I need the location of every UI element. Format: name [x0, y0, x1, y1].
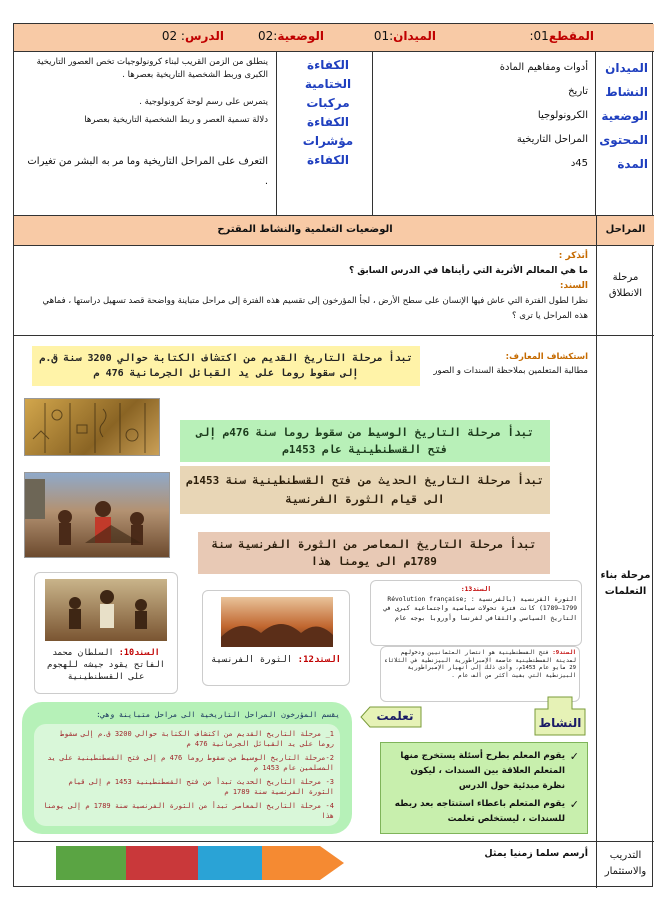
- doc9-text: فتح القسطنطينية هو انتصار العثمانيين ودخولهم لمدينة القسطنطينية عاصمة الإمبراطورية البيزنطية في الثلاثاء 29 مايو عام 1453م، وأدى ذلك إلى انهيار الإمبراطورية البيزنطية التي بقيت أكثر من ألف عام .: [384, 650, 576, 679]
- phase-header-title: الوضعيات التعلمية والنشاط المقترح: [217, 224, 393, 235]
- doc13-text: الثورة الفرنسية (بالفرنسية : Révolution française; 1789–1799) كانت فترة تحولات سياسية واجتماعية كبرى في التاريخ السياسي والثقافي لفرنسا وأوروبا بوجه عام: [383, 595, 577, 622]
- summary-item: 1_ مرحلة التاريخ القديم من اكتشاف الكتابة حوالي 3200 ق.م إلى سقوط روما على يد القبائل الجرمانية 476 م: [60, 730, 334, 748]
- summary-list: [34, 724, 340, 826]
- timeline-segment-contemporary: [262, 846, 346, 880]
- info-value-field: أدوات ومفاهيم المادة: [499, 62, 588, 73]
- info-label-situation: الوضعية: [601, 109, 648, 123]
- comp-label-comp-2: الكفاءة: [307, 115, 349, 129]
- competence-final-text: ينطلق من الزمن القريب لبناء كرونولوجيات تخص العصور التاريخية الكبرى وربط الشخصية التاريخية بعصرها .: [36, 57, 268, 80]
- competence-labels: [288, 56, 368, 170]
- sultan-image: [45, 579, 167, 641]
- info-label-content: المحتوى: [599, 133, 648, 147]
- activity-tag: [534, 696, 586, 736]
- launch-content: [28, 249, 588, 324]
- comp-label-ind-1: مؤشرات: [302, 134, 354, 148]
- doc10-label: السند10:: [118, 648, 160, 658]
- lesson-label: الدرس: [184, 29, 224, 43]
- period-medieval-box: تبدأ مرحلة التاريخ الوسيط من سقوط روما سنة 476م إلى فتح القسطنطينية عام 1453م: [180, 420, 550, 462]
- info-value-situation: الكرونولوجيا: [537, 110, 588, 121]
- info-value-content: المراحل التاريخية: [516, 134, 588, 145]
- launch-side: [596, 246, 654, 336]
- timeline-segment-modern: [198, 846, 262, 880]
- info-label-activity: النشاط: [605, 85, 648, 99]
- teacher-box: [380, 742, 588, 834]
- practice-side-2: والاستثمار: [604, 866, 647, 877]
- segment-cell: [529, 29, 594, 43]
- build-side-1: مرحلة بناء: [600, 570, 651, 581]
- period-modern-box: تبدأ مرحلة التاريخ الحديث من فتح القسطنطينية سنة 1453م الى قيام الثورة الفرنسية: [180, 466, 550, 514]
- launch-row: [14, 246, 654, 336]
- hieroglyph-image: [24, 398, 160, 456]
- lesson-value: : 02: [161, 29, 185, 43]
- segment-label: المقطع: [548, 29, 594, 43]
- summary-item: 3- مرحلة التاريخ الحديث تبدأ من فتح القسطنطينية 1453 م إلى قيام الثورة الفرنسية سنة 1789 م: [68, 778, 334, 796]
- segment-value: 01:: [529, 29, 549, 43]
- info-section: [14, 52, 654, 216]
- situation-value: :02: [257, 29, 278, 43]
- doc10-caption: [41, 647, 171, 683]
- learned-tag: [360, 706, 422, 728]
- doc13-label: السند13:: [460, 586, 492, 593]
- battle-image: [24, 472, 170, 558]
- doc10-text: السلطان محمد الفاتح يقود جيشه للهجوم على القسطنطينية: [47, 648, 165, 682]
- info-value-activity: تاريخ: [568, 86, 588, 97]
- summary-box: [22, 702, 352, 834]
- practice-row: [14, 842, 654, 888]
- launch-side-1: مرحلة: [612, 272, 639, 283]
- teacher-point: ✓ يقوم المتعلم باعطاء استنتاجه بعد ربطه للسندات ، ليستخلص تعلمت: [389, 797, 579, 827]
- timeline-bar: [56, 846, 346, 880]
- period-ancient-box: تبدأ مرحلة التاريخ القديم من اكتشاف الكتابة حوالي 3200 سنة ق.م إلى سقوط روما على يد القبائل الجرمانية 476 م: [32, 346, 420, 386]
- timeline-segment-ancient: [56, 846, 126, 880]
- info-values: [378, 56, 588, 176]
- info-label-field: الميدان: [605, 61, 648, 75]
- activity-tag-label: النشاط: [538, 716, 582, 730]
- doc9-box: [380, 646, 580, 702]
- doc12-label: السند12:: [297, 655, 342, 665]
- explore-label: استكشاف المعارف:: [505, 352, 588, 362]
- build-side: [596, 336, 654, 842]
- comp-label-ind-2: الكفاءة: [307, 153, 349, 167]
- revolution-image: [221, 597, 333, 647]
- summary-intro: يقسم المؤرخون المراحل التاريخية الى مراحل متباينة وهي:: [96, 710, 340, 719]
- build-side-2: التعلمات: [604, 586, 647, 597]
- doc12-text: الثورة الفرنسية: [210, 655, 293, 665]
- summary-item: 2-مرحلة التاريخ الوسيط من سقوط روما 476 م إلى فتح القسطنطينية على يد المسلمين عام 1453 م: [47, 754, 334, 772]
- header-bar: [14, 24, 654, 52]
- situation-label: الوضعية: [277, 29, 324, 43]
- field-cell: [374, 29, 436, 43]
- phase-header-side: المراحل: [596, 216, 654, 246]
- doc9-label: السند9:: [552, 650, 576, 656]
- info-value-duration: 45د: [570, 158, 588, 169]
- doc12-box: [202, 590, 350, 686]
- situation-cell: [258, 29, 324, 43]
- problem-label: السند:: [559, 281, 588, 291]
- comp-label-comp-1: مركبات: [306, 96, 350, 110]
- lesson-cell: [162, 29, 224, 43]
- competence-comp-b: دلالة تسمية العصر و ربط الشخصية التاريخية بعصرها: [84, 115, 268, 125]
- explore-text: مطالبة المتعلمين بملاحظة السندات و الصور: [433, 366, 588, 376]
- period-contemporary-box: تبدأ مرحلة التاريخ المعاصر من الثورة الفرنسية سنة 1789م الى يومنا هذا: [198, 532, 550, 574]
- info-label-duration: المدة: [617, 157, 648, 171]
- launch-side-2: الانطلاق: [608, 288, 643, 299]
- doc13-box: [370, 580, 582, 646]
- practice-side: [596, 842, 654, 888]
- practice-side-1: التدريب: [609, 850, 642, 861]
- problem-text: نظرا لطول الفترة التي عاش فيها الإنسان على سطح الأرض ، لجأ المؤرخون إلى تقسيم هذه الفترة إلى مراحل متباينة وواضحة قصد تسهيل دراستها ، فماهي هذه المراحل يا ترى ؟: [42, 296, 588, 321]
- practice-prompt: أرسم سلما زمنيا يمثل: [484, 848, 588, 859]
- phase-header: [14, 216, 654, 246]
- info-labels: [596, 56, 648, 176]
- explore-block: [418, 350, 588, 378]
- competence-comp-a: يتمرس على رسم لوحة كرونولوجية .: [139, 97, 268, 107]
- comp-label-final-1: الكفاءة: [307, 58, 349, 72]
- lesson-sheet: [13, 23, 653, 887]
- teacher-point: ✓ يقوم المعلم بطرح أسئلة يستخرج منها المتعلم العلاقة بين السندات ، ليكون نظرة مبدئية حول الدرس: [389, 749, 579, 794]
- comp-label-final-2: الختامية: [304, 77, 352, 91]
- competence-indicator: التعرف على المراحل التاريخية وما مر به البشر من تغيرات .: [27, 156, 268, 187]
- field-label: الميدان: [393, 29, 436, 43]
- remember-label: أتذكر :: [558, 251, 588, 261]
- field-value: :01: [373, 29, 394, 43]
- learned-tag-label: تعلمت: [376, 709, 414, 723]
- doc12-caption: [207, 655, 345, 665]
- summary-item: 4- مرحلة التاريخ المعاصر تبدأ من الثورة الفرنسية سنة 1789 م إلى يومنا هذا: [43, 802, 334, 820]
- timeline-segment-medieval: [126, 846, 198, 880]
- launch-question: ما هي المعالم الأثرية التي رأيناها في الدرس السابق ؟: [348, 266, 588, 276]
- doc10-box: [34, 572, 178, 694]
- build-row: [14, 336, 654, 842]
